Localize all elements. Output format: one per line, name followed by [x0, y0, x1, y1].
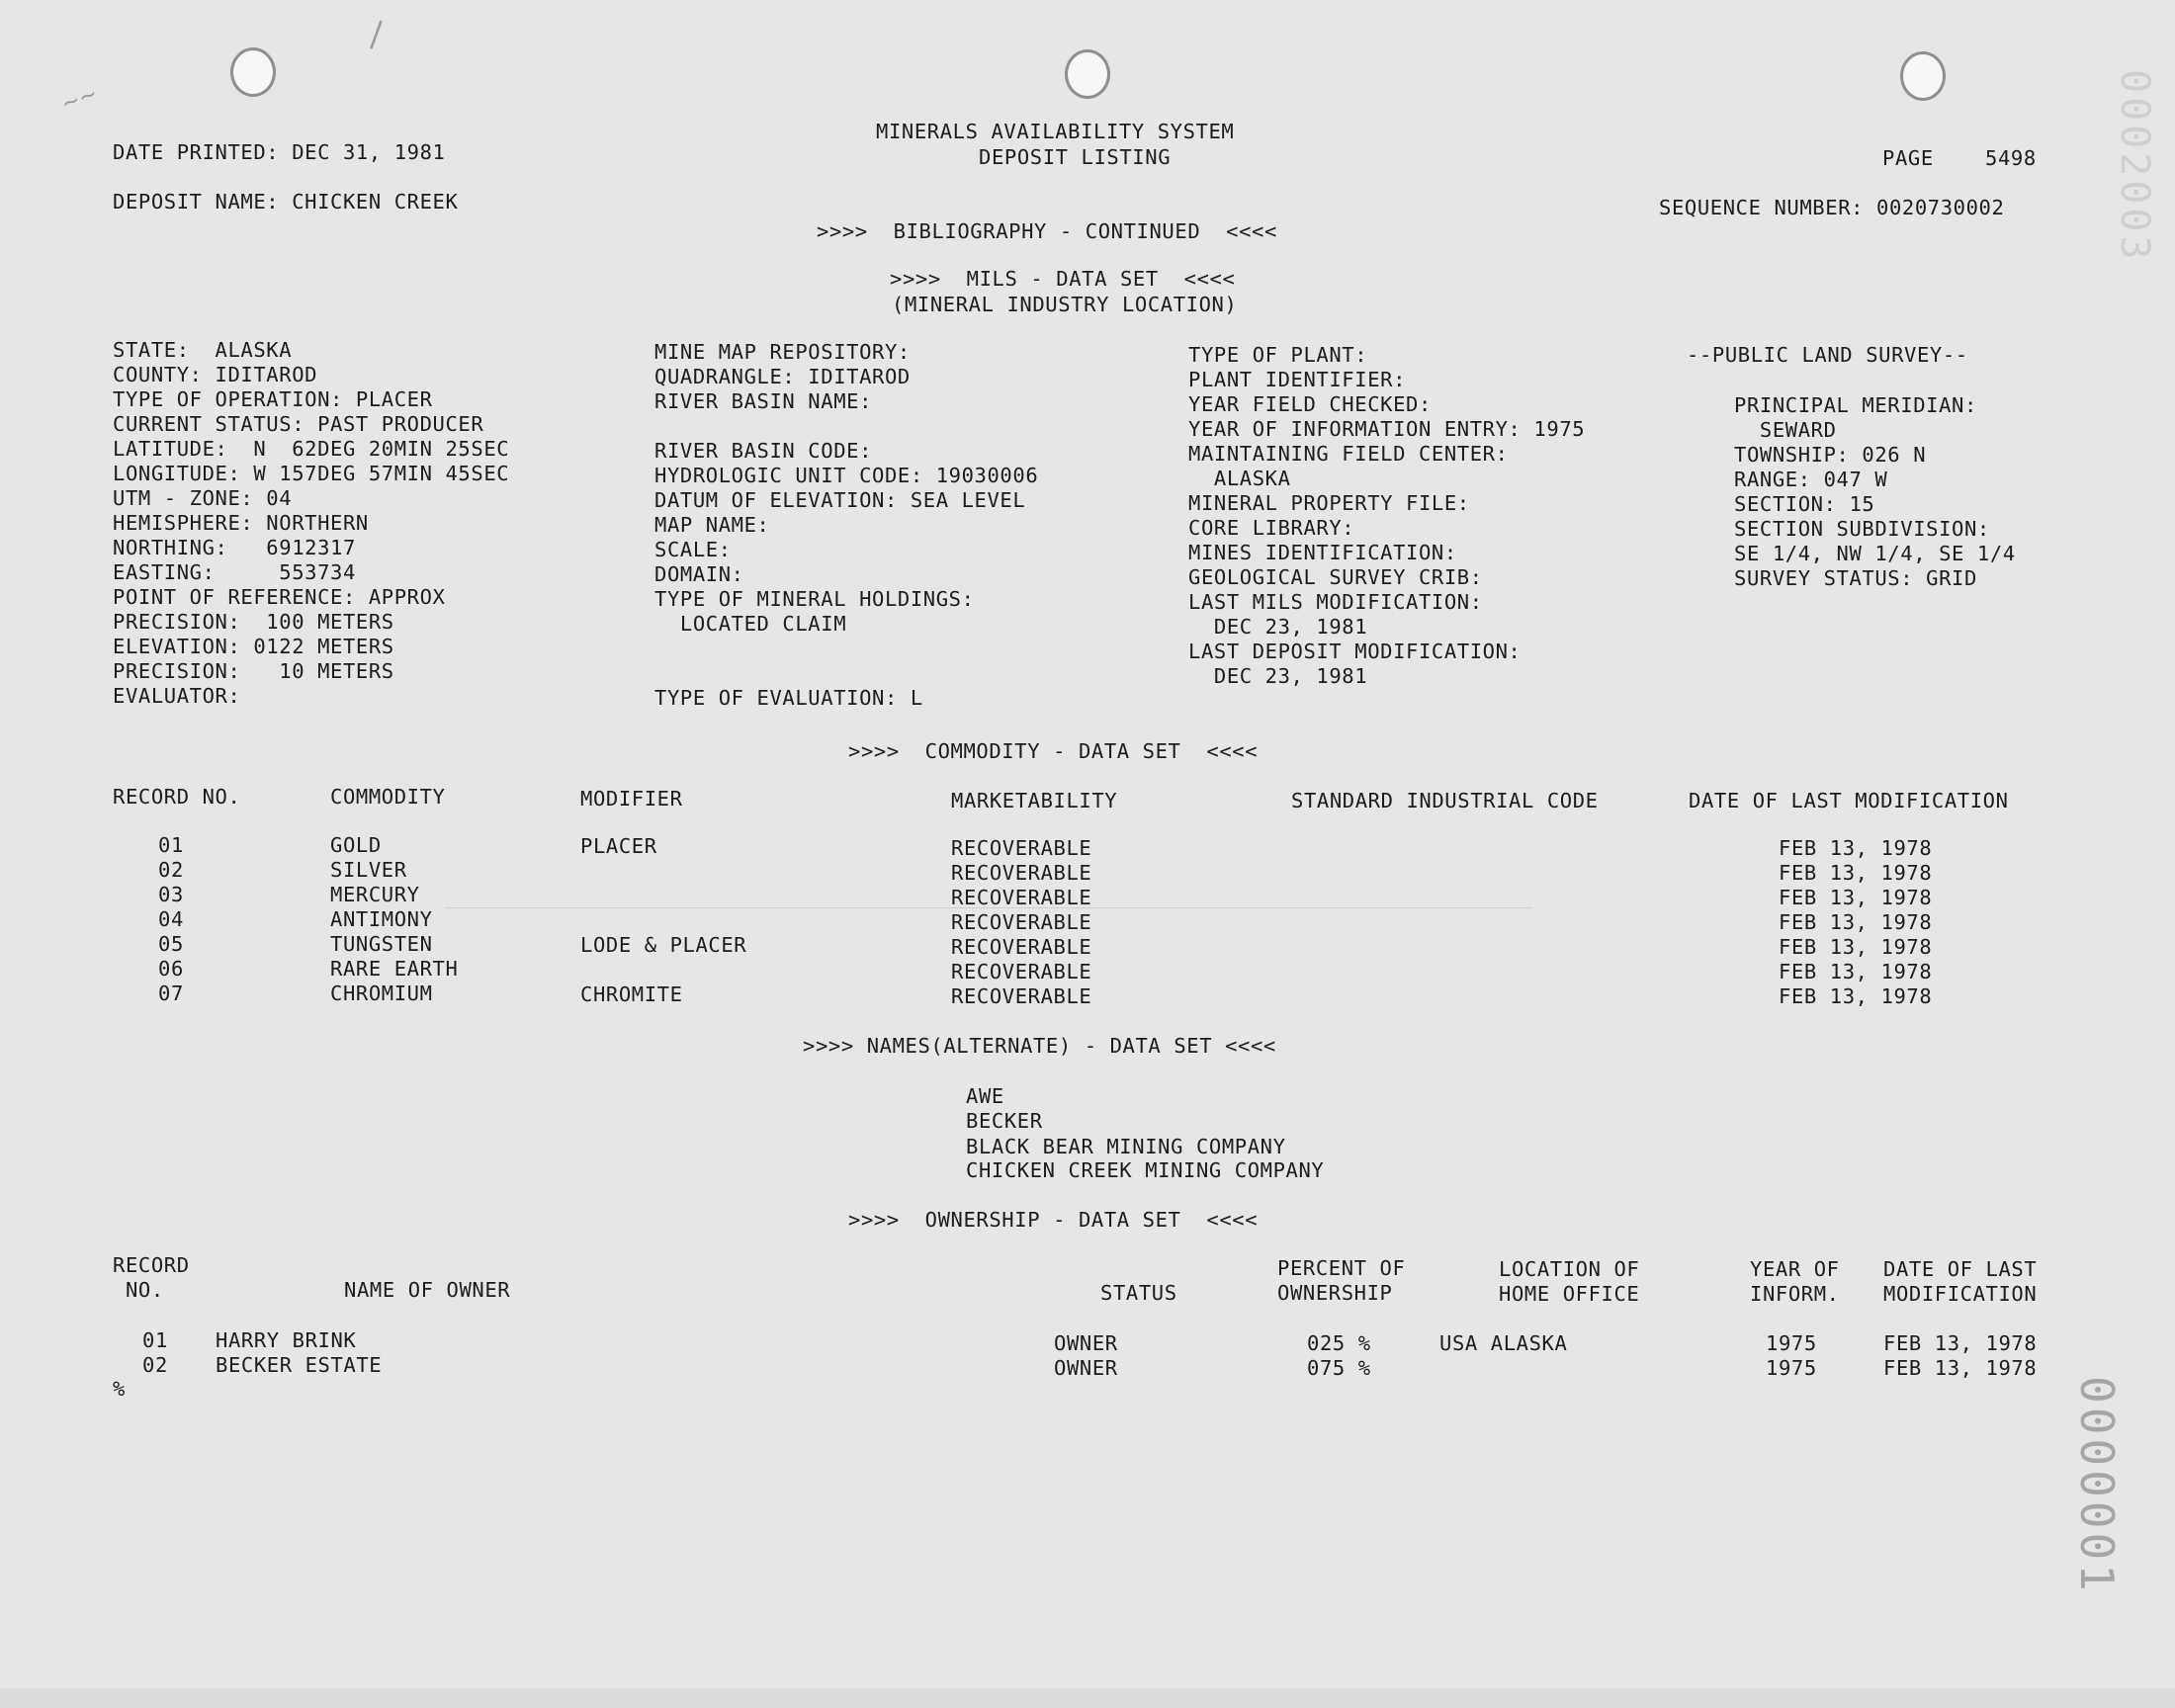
- record-no: 05: [158, 932, 184, 956]
- modification-date: FEB 13, 1978: [1779, 861, 1933, 885]
- mils-field: MAP NAME:: [654, 513, 770, 537]
- ownership-percent: 075 %: [1307, 1356, 1371, 1380]
- modifier: LODE & PLACER: [580, 933, 747, 957]
- column-header: LOCATION OF: [1499, 1257, 1640, 1281]
- column-header: INFORM.: [1750, 1282, 1840, 1306]
- mils-field: PRECISION: 10 METERS: [113, 659, 394, 683]
- mils-field: HEMISPHERE: NORTHERN: [113, 511, 369, 535]
- column-header: MODIFICATION: [1883, 1282, 2038, 1306]
- modification-date: FEB 13, 1978: [1779, 935, 1933, 959]
- owner-name: HARRY BRINK: [216, 1328, 357, 1352]
- mils-field: DATUM OF ELEVATION: SEA LEVEL: [654, 488, 1026, 512]
- mils-field: MAINTAINING FIELD CENTER:: [1188, 442, 1509, 466]
- mils-field: PRECISION: 100 METERS: [113, 610, 394, 634]
- mils-field: LONGITUDE: W 157DEG 57MIN 45SEC: [113, 462, 510, 485]
- mils-field: MINE MAP REPOSITORY:: [654, 340, 911, 364]
- mils-field: EVALUATOR:: [113, 684, 241, 708]
- column-header: MODIFIER: [580, 787, 683, 811]
- column-header: DATE OF LAST MODIFICATION: [1689, 789, 2009, 812]
- mils-field: COUNTY: IDITAROD: [113, 363, 318, 386]
- column-header: NO.: [113, 1278, 164, 1302]
- mils-field: DEC 23, 1981: [1188, 664, 1368, 688]
- owner-name: BECKER ESTATE: [216, 1353, 383, 1377]
- modifier: CHROMITE: [580, 982, 683, 1006]
- smudge-mark: ~~: [57, 81, 102, 118]
- owner-status: OWNER: [1054, 1356, 1118, 1380]
- record-no: 02: [142, 1353, 168, 1377]
- marketability: RECOVERABLE: [951, 861, 1092, 885]
- modification-date: FEB 13, 1978: [1883, 1356, 2038, 1380]
- smudge-mark: |: [366, 15, 388, 51]
- column-header: STANDARD INDUSTRIAL CODE: [1291, 789, 1599, 812]
- commodity-name: MERCURY: [330, 883, 420, 906]
- mils-field: CORE LIBRARY:: [1188, 516, 1355, 540]
- mils-field: LOCATED CLAIM: [654, 612, 847, 636]
- commodity-name: SILVER: [330, 858, 407, 882]
- side-stamp-top: 0002003: [2112, 69, 2157, 264]
- mils-field: RIVER BASIN NAME:: [654, 389, 873, 413]
- mils-field: LATITUDE: N 62DEG 20MIN 25SEC: [113, 437, 510, 461]
- mils-field: SCALE:: [654, 538, 732, 561]
- column-header: MARKETABILITY: [951, 789, 1118, 812]
- side-stamp-bottom: 0000001: [2070, 1376, 2124, 1595]
- deposit-name: DEPOSIT NAME: CHICKEN CREEK: [113, 190, 459, 214]
- modification-date: FEB 13, 1978: [1779, 960, 1933, 983]
- column-header: NAME OF OWNER: [344, 1278, 511, 1302]
- mils-field: CURRENT STATUS: PAST PRODUCER: [113, 412, 484, 436]
- mils-field: HYDROLOGIC UNIT CODE: 19030006: [654, 464, 1039, 487]
- mils-field: PLANT IDENTIFIER:: [1188, 368, 1407, 391]
- commodity-name: TUNGSTEN: [330, 932, 433, 956]
- names-heading: >>>> NAMES(ALTERNATE) - DATA SET <<<<: [803, 1034, 1276, 1058]
- mils-field: EASTING: 553734: [113, 560, 356, 584]
- list-item: BECKER: [966, 1109, 1043, 1133]
- public-land-survey-heading: --PUBLIC LAND SURVEY--: [1687, 343, 1968, 367]
- column-header: RECORD NO.: [113, 785, 241, 809]
- mils-field: TYPE OF OPERATION: PLACER: [113, 387, 433, 411]
- date-printed: DATE PRINTED: DEC 31, 1981: [113, 140, 446, 164]
- listing-title: DEPOSIT LISTING: [979, 145, 1172, 169]
- survey-field: PRINCIPAL MERIDIAN:: [1734, 393, 1977, 417]
- mils-field: STATE: ALASKA: [113, 338, 293, 362]
- modification-date: FEB 13, 1978: [1779, 910, 1933, 934]
- mils-field: YEAR FIELD CHECKED:: [1188, 392, 1432, 416]
- survey-field: SECTION: 15: [1734, 492, 1875, 516]
- mils-field: RIVER BASIN CODE:: [654, 439, 873, 463]
- mils-field: NORTHING: 6912317: [113, 536, 356, 559]
- record-no: 01: [158, 833, 184, 857]
- mils-field: TYPE OF EVALUATION: L: [654, 686, 923, 710]
- record-no: 02: [158, 858, 184, 882]
- survey-field: RANGE: 047 W: [1734, 468, 1888, 491]
- mils-heading: >>>> MILS - DATA SET <<<<: [890, 267, 1236, 291]
- column-header: DATE OF LAST: [1883, 1257, 2038, 1281]
- survey-field: SECTION SUBDIVISION:: [1734, 517, 1990, 541]
- modifier: PLACER: [580, 834, 657, 858]
- modification-date: FEB 13, 1978: [1883, 1331, 2038, 1355]
- year-inform: 1975: [1766, 1356, 1817, 1380]
- owner-status: OWNER: [1054, 1331, 1118, 1355]
- marketability: RECOVERABLE: [951, 836, 1092, 860]
- commodity-name: ANTIMONY: [330, 907, 433, 931]
- ownership-heading: >>>> OWNERSHIP - DATA SET <<<<: [848, 1208, 1259, 1232]
- mils-field: POINT OF REFERENCE: APPROX: [113, 585, 446, 609]
- column-header: YEAR OF: [1750, 1257, 1840, 1281]
- mils-field: YEAR OF INFORMATION ENTRY: 1975: [1188, 417, 1586, 441]
- column-header: PERCENT OF: [1277, 1256, 1406, 1280]
- year-inform: 1975: [1766, 1331, 1817, 1355]
- home-office: USA ALASKA: [1439, 1331, 1568, 1355]
- survey-field: TOWNSHIP: 026 N: [1734, 443, 1927, 467]
- modification-date: FEB 13, 1978: [1779, 836, 1933, 860]
- commodity-heading: >>>> COMMODITY - DATA SET <<<<: [848, 739, 1259, 763]
- mils-field: TYPE OF MINERAL HOLDINGS:: [654, 587, 975, 611]
- mils-field: GEOLOGICAL SURVEY CRIB:: [1188, 565, 1483, 589]
- column-header: OWNERSHIP: [1277, 1281, 1393, 1305]
- list-item: AWE: [966, 1084, 1004, 1108]
- mils-field: ELEVATION: 0122 METERS: [113, 635, 394, 658]
- modification-date: FEB 13, 1978: [1779, 984, 1933, 1008]
- mils-field: MINERAL PROPERTY FILE:: [1188, 491, 1470, 515]
- survey-field: SEWARD: [1734, 418, 1837, 442]
- punch-hole-right: [1900, 51, 1946, 101]
- survey-field: SURVEY STATUS: GRID: [1734, 566, 1977, 590]
- column-header: HOME OFFICE: [1499, 1282, 1640, 1306]
- record-no: 07: [158, 982, 184, 1005]
- survey-field: SE 1/4, NW 1/4, SE 1/4: [1734, 542, 2016, 565]
- marketability: RECOVERABLE: [951, 910, 1092, 934]
- list-item: BLACK BEAR MINING COMPANY: [966, 1135, 1286, 1158]
- system-title: MINERALS AVAILABILITY SYSTEM: [876, 120, 1235, 143]
- column-header: STATUS: [1100, 1281, 1177, 1305]
- mils-field: UTM - ZONE: 04: [113, 486, 293, 510]
- column-header: COMMODITY: [330, 785, 446, 809]
- page-number: 5498: [1985, 146, 2037, 170]
- page-label: PAGE: [1882, 146, 1934, 170]
- record-no: 04: [158, 907, 184, 931]
- punch-hole-center: [1065, 49, 1110, 99]
- mils-field: QUADRANGLE: IDITAROD: [654, 365, 911, 388]
- bibliography-heading: >>>> BIBLIOGRAPHY - CONTINUED <<<<: [817, 219, 1277, 243]
- record-no: 03: [158, 883, 184, 906]
- column-header: RECORD: [113, 1253, 190, 1277]
- marketability: RECOVERABLE: [951, 886, 1092, 909]
- marketability: RECOVERABLE: [951, 960, 1092, 983]
- mils-field: LAST DEPOSIT MODIFICATION:: [1188, 640, 1522, 663]
- commodity-name: GOLD: [330, 833, 382, 857]
- mils-field: TYPE OF PLANT:: [1188, 343, 1368, 367]
- ownership-percent: 025 %: [1307, 1331, 1371, 1355]
- end-of-record-mark: %: [113, 1377, 126, 1401]
- record-no: 01: [142, 1328, 168, 1352]
- commodity-name: CHROMIUM: [330, 982, 433, 1005]
- sequence-number: SEQUENCE NUMBER: 0020730002: [1659, 196, 2005, 219]
- mils-field: ALASKA: [1188, 467, 1291, 490]
- marketability: RECOVERABLE: [951, 984, 1092, 1008]
- mils-field: DOMAIN:: [654, 562, 744, 586]
- list-item: CHICKEN CREEK MINING COMPANY: [966, 1158, 1325, 1182]
- mils-field: MINES IDENTIFICATION:: [1188, 541, 1457, 564]
- mils-subheading: (MINERAL INDUSTRY LOCATION): [892, 293, 1238, 316]
- marketability: RECOVERABLE: [951, 935, 1092, 959]
- record-no: 06: [158, 957, 184, 981]
- commodity-name: RARE EARTH: [330, 957, 459, 981]
- modification-date: FEB 13, 1978: [1779, 886, 1933, 909]
- punch-hole-left: [230, 47, 276, 97]
- mils-field: DEC 23, 1981: [1188, 615, 1368, 639]
- mils-field: LAST MILS MODIFICATION:: [1188, 590, 1483, 614]
